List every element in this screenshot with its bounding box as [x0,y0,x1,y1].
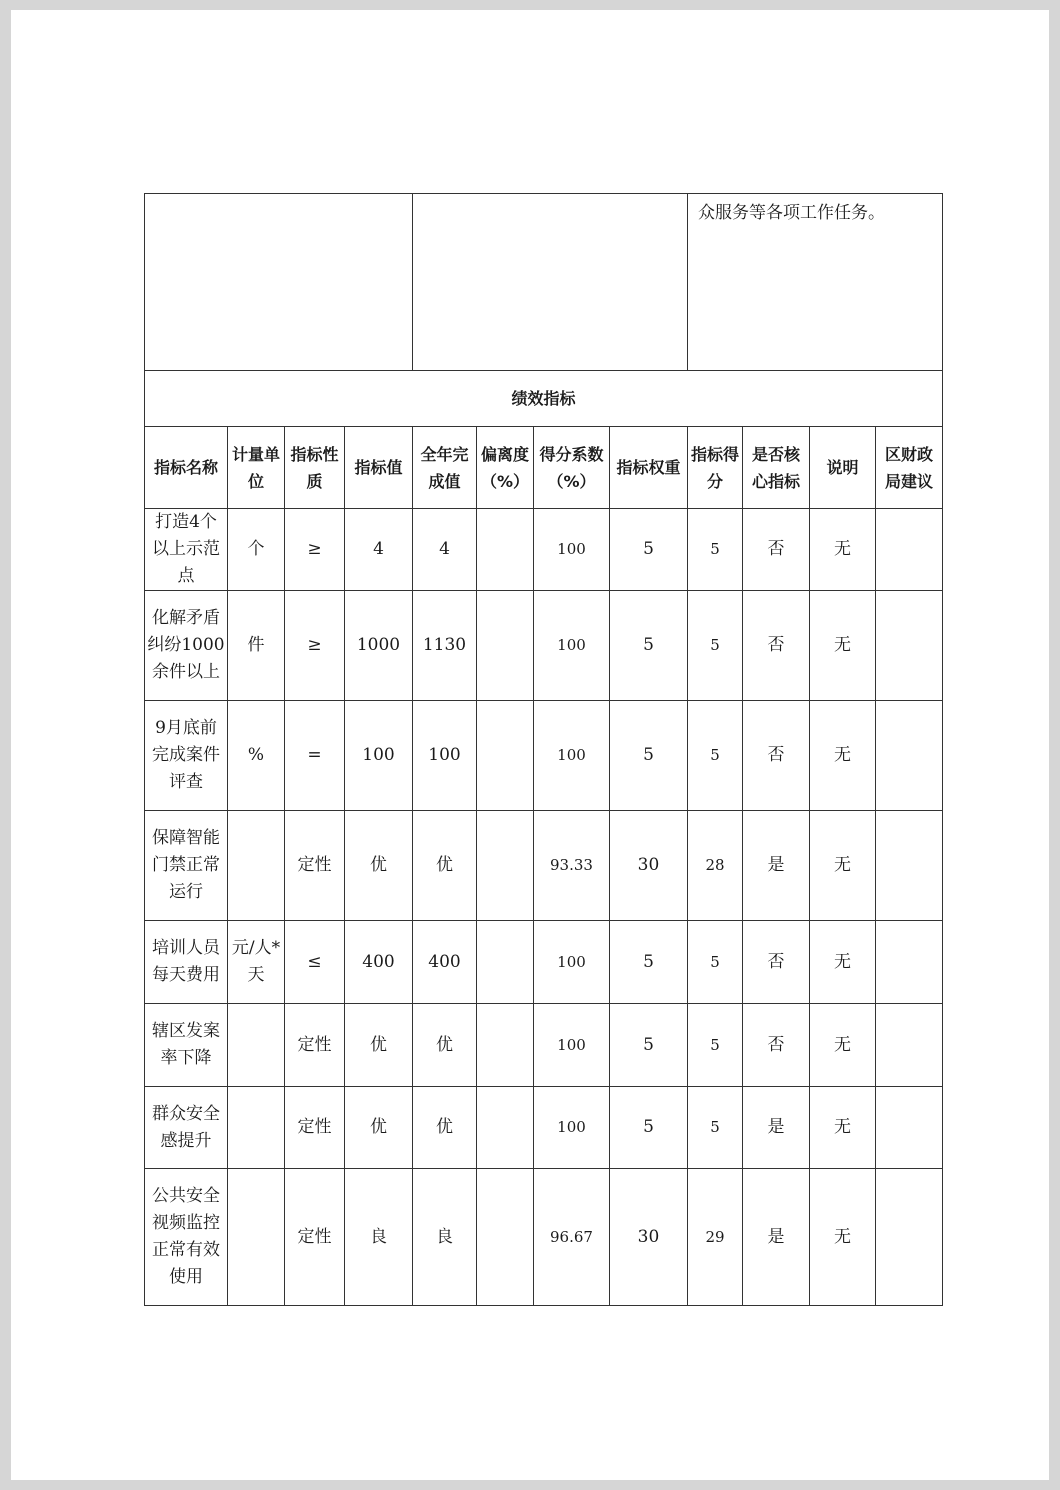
cell-note: 无 [810,701,876,811]
cell-annual-actual: 400 [413,921,477,1004]
cell-score: 29 [688,1169,743,1306]
cell-indicator-name: 化解矛盾纠纷1000余件以上 [145,591,228,701]
table-row [145,509,943,591]
cell-nature: ≥ [285,591,345,701]
cell-core-indicator: 否 [743,701,810,811]
cell-indicator-name: 9月底前完成案件评查 [145,701,228,811]
cell-unit [228,811,285,921]
document-page [11,10,1049,1480]
cell-score-coefficient: 96.67 [534,1169,610,1306]
cell-finance-advice [876,811,943,921]
cell-note: 无 [810,1087,876,1169]
cell-target-value: 100 [345,701,413,811]
cell-score-coefficient: 100 [534,701,610,811]
cell-deviation [477,1087,534,1169]
cell-weight: 5 [610,701,688,811]
header-score-coefficient: 得分系数（%） [534,427,610,509]
top-cell-middle [413,194,688,371]
cell-unit: 个 [228,509,285,591]
cell-score: 5 [688,701,743,811]
cell-indicator-name: 群众安全感提升 [145,1087,228,1169]
cell-finance-advice [876,1087,943,1169]
cell-weight: 5 [610,1087,688,1169]
cell-nature: 定性 [285,1004,345,1087]
cell-deviation [477,591,534,701]
cell-indicator-name: 公共安全视频监控正常有效使用 [145,1169,228,1306]
cell-unit: 件 [228,591,285,701]
cell-indicator-name: 培训人员每天费用 [145,921,228,1004]
cell-target-value: 优 [345,1087,413,1169]
cell-core-indicator: 否 [743,591,810,701]
cell-target-value: 1000 [345,591,413,701]
cell-target-value: 优 [345,811,413,921]
section-title-row [145,371,943,427]
cell-annual-actual: 1130 [413,591,477,701]
cell-indicator-name: 辖区发案率下降 [145,1004,228,1087]
cell-weight: 5 [610,591,688,701]
table-row [145,591,943,701]
cell-finance-advice [876,1169,943,1306]
cell-deviation [477,921,534,1004]
cell-annual-actual: 优 [413,1087,477,1169]
header-nature: 指标性质 [285,427,345,509]
cell-note: 无 [810,591,876,701]
cell-deviation [477,509,534,591]
cell-deviation [477,701,534,811]
cell-nature: ≤ [285,921,345,1004]
cell-note: 无 [810,509,876,591]
cell-score: 5 [688,591,743,701]
header-indicator-name: 指标名称 [145,427,228,509]
cell-nature: = [285,701,345,811]
header-row [145,427,943,509]
cell-deviation [477,1004,534,1087]
table-row [145,921,943,1004]
cell-weight: 5 [610,509,688,591]
header-weight: 指标权重 [610,427,688,509]
cell-nature: 定性 [285,1087,345,1169]
cell-score: 5 [688,921,743,1004]
cell-annual-actual: 100 [413,701,477,811]
cell-weight: 30 [610,811,688,921]
cell-indicator-name: 打造4个以上示范点 [145,509,228,591]
cell-core-indicator: 否 [743,509,810,591]
cell-score: 28 [688,811,743,921]
table-row [145,1087,943,1169]
cell-score: 5 [688,509,743,591]
cell-score-coefficient: 93.33 [534,811,610,921]
cell-unit [228,1087,285,1169]
header-score: 指标得分 [688,427,743,509]
cell-finance-advice [876,921,943,1004]
cell-finance-advice [876,509,943,591]
cell-unit: 元/人*天 [228,921,285,1004]
top-continuation-row [145,194,943,371]
cell-target-value: 优 [345,1004,413,1087]
cell-core-indicator: 是 [743,811,810,921]
table-row [145,1169,943,1306]
header-note: 说明 [810,427,876,509]
cell-score-coefficient: 100 [534,921,610,1004]
cell-score-coefficient: 100 [534,1004,610,1087]
cell-core-indicator: 是 [743,1087,810,1169]
cell-deviation [477,811,534,921]
table-row [145,1004,943,1087]
cell-unit [228,1004,285,1087]
cell-unit [228,1169,285,1306]
top-cell-note: 众服务等各项工作任务。 [688,194,943,371]
header-target-value: 指标值 [345,427,413,509]
header-finance-advice: 区财政局建议 [876,427,943,509]
cell-note: 无 [810,921,876,1004]
top-cell-left [145,194,413,371]
cell-core-indicator: 否 [743,1004,810,1087]
cell-weight: 5 [610,1004,688,1087]
cell-score: 5 [688,1004,743,1087]
cell-unit: % [228,701,285,811]
cell-target-value: 良 [345,1169,413,1306]
header-core-indicator: 是否核心指标 [743,427,810,509]
header-deviation: 偏离度（%） [477,427,534,509]
header-annual-actual: 全年完成值 [413,427,477,509]
cell-score-coefficient: 100 [534,1087,610,1169]
cell-finance-advice [876,701,943,811]
cell-nature: 定性 [285,811,345,921]
cell-indicator-name: 保障智能门禁正常运行 [145,811,228,921]
cell-target-value: 4 [345,509,413,591]
cell-core-indicator: 否 [743,921,810,1004]
cell-annual-actual: 优 [413,811,477,921]
cell-note: 无 [810,1004,876,1087]
cell-annual-actual: 良 [413,1169,477,1306]
section-title: 绩效指标 [145,371,943,427]
cell-finance-advice [876,1004,943,1087]
cell-score-coefficient: 100 [534,509,610,591]
cell-target-value: 400 [345,921,413,1004]
table-row [145,701,943,811]
cell-score-coefficient: 100 [534,591,610,701]
cell-score: 5 [688,1087,743,1169]
cell-core-indicator: 是 [743,1169,810,1306]
cell-weight: 5 [610,921,688,1004]
cell-nature: ≥ [285,509,345,591]
cell-annual-actual: 优 [413,1004,477,1087]
performance-table [144,193,943,1306]
cell-note: 无 [810,811,876,921]
cell-note: 无 [810,1169,876,1306]
cell-finance-advice [876,591,943,701]
cell-deviation [477,1169,534,1306]
header-unit: 计量单位 [228,427,285,509]
table-row [145,811,943,921]
cell-nature: 定性 [285,1169,345,1306]
cell-weight: 30 [610,1169,688,1306]
cell-annual-actual: 4 [413,509,477,591]
